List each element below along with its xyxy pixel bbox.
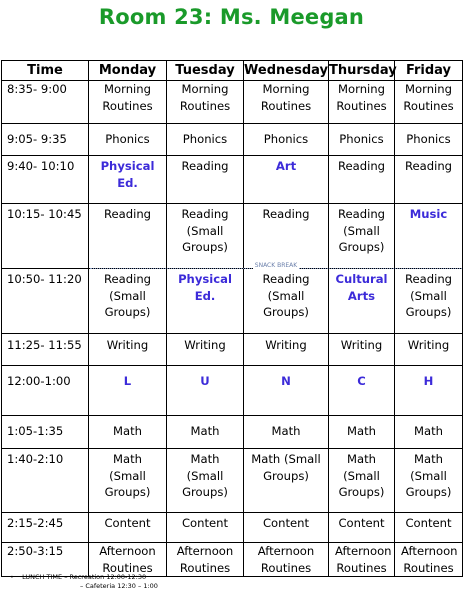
subject-label: Phonics [182,132,228,146]
schedule-cell [89,366,167,416]
schedule-cell [244,366,329,416]
header-monday: Monday [89,61,167,81]
table-row [2,334,463,366]
snack-break-divider [90,264,462,272]
header-time: Time [2,61,89,81]
schedule-cell [329,269,395,334]
time-label: 12:00-1:00 [7,374,71,388]
table-row [2,269,463,334]
schedule-cell [244,81,329,124]
subject-label: Math [413,424,443,438]
schedule-cell [244,416,329,449]
subject-label: L [123,374,132,388]
schedule-cell [244,269,329,334]
schedule-cell [329,81,395,124]
header-row [2,61,463,81]
subject-label: Writing [106,338,149,352]
subject-label: Reading (Small Groups) [337,207,386,254]
subject-label: Math (Small Groups) [104,452,151,499]
header-tuesday: Tuesday [167,61,244,81]
subject-label: Content [104,516,151,530]
schedule-cell [167,204,244,269]
time-label: 10:50- 11:20 [7,272,82,286]
subject-label: U [200,374,210,388]
subject-label: Cultural Arts [335,272,388,303]
subject-label: Math [271,424,301,438]
subject-label: Content [262,516,310,530]
table-row [2,416,463,449]
subject-label: Math (Small Groups) [405,452,452,499]
subject-label: Content [338,516,385,530]
schedule-cell [329,124,395,156]
table-row [2,81,463,124]
table-row [2,543,463,577]
schedule-cell [329,449,395,513]
schedule-cell [89,334,167,366]
subject-label: Content [181,516,229,530]
schedule-cell [167,416,244,449]
subject-label: Reading [181,159,229,173]
schedule-cell [167,366,244,416]
schedule-cell [395,416,463,449]
subject-label: Content [405,516,452,530]
subject-label: Writing [340,338,383,352]
schedule-cell [167,543,244,577]
subject-label: Phonics [105,132,150,146]
subject-label: Morning Routines [179,82,231,113]
schedule-cell [329,366,395,416]
schedule-cell [89,513,167,543]
time-cell [2,269,89,334]
subject-label: Afternoon Routines [401,544,458,575]
subject-label: Reading [262,207,310,221]
time-cell [2,81,89,124]
subject-label: Phonics [406,132,451,146]
time-cell [2,156,89,204]
schedule-cell [89,269,167,334]
schedule-cell [395,156,463,204]
subject-label: Reading (Small Groups) [103,272,152,319]
time-label: 1:40-2:10 [7,452,64,466]
schedule-cell [244,204,329,269]
subject-label: Afternoon Routines [99,544,156,575]
schedule-cell [89,156,167,204]
time-cell [2,449,89,513]
time-cell [2,334,89,366]
table-row [2,513,463,543]
subject-label: Morning Routines [102,82,153,113]
time-cell [2,543,89,577]
schedule-cell [244,124,329,156]
time-cell [2,204,89,269]
subject-label: Morning Routines [403,82,454,113]
header-friday: Friday [395,61,463,81]
time-label: 2:50-3:15 [7,544,64,558]
subject-label: Math (Small Groups) [251,452,321,483]
subject-label: Reading [103,207,152,221]
subject-label: Math [112,424,142,438]
subject-label: Music [409,207,448,221]
schedule-cell [89,449,167,513]
lunch-note-text1: LUNCH TIME – Recreation 12:00-12:30 [22,573,147,581]
footer-notes [10,573,158,591]
schedule-table [1,60,463,577]
table-row [2,124,463,156]
subject-label: Reading (Small Groups) [262,272,310,319]
schedule-cell [395,269,463,334]
subject-label: Afternoon Routines [257,544,315,575]
schedule-cell [244,513,329,543]
subject-label: Math (Small Groups) [338,452,385,499]
schedule-cell [329,334,395,366]
schedule-cell [395,124,463,156]
schedule-cell [395,334,463,366]
subject-label: Reading [337,159,386,173]
subject-label: Writing [407,338,450,352]
schedule-cell [167,269,244,334]
schedule-cell [395,449,463,513]
subject-label: Reading [404,159,453,173]
schedule-cell [167,449,244,513]
schedule-cell [89,416,167,449]
schedule-cell [167,81,244,124]
snack-break-label: SNACK BREAK [254,262,298,269]
lunch-note-text2: – Cafeteria 12:30 – 1:00 [80,582,158,590]
time-cell [2,124,89,156]
schedule-cell [395,204,463,269]
subject-label: C [357,374,366,388]
subject-label: Phonics [339,132,384,146]
schedule-cell [395,513,463,543]
table-row [2,366,463,416]
schedule-cell [244,449,329,513]
subject-label: Afternoon Routines [176,544,234,575]
subject-label: Phonics [263,132,309,146]
subject-label: N [281,374,291,388]
table-row [2,156,463,204]
schedule-cell [89,124,167,156]
schedule-cell [89,81,167,124]
schedule-cell [329,204,395,269]
time-label: 8:35- 9:00 [7,82,67,96]
subject-label: Art [275,159,297,173]
schedule-cell [329,513,395,543]
subject-label: Physical Ed. [100,159,155,190]
schedule-cell [167,513,244,543]
schedule-cell [244,543,329,577]
table-row [2,449,463,513]
subject-label: Afternoon Routines [335,544,392,575]
subject-label: Physical Ed. [178,272,232,303]
schedule-cell [395,366,463,416]
time-cell [2,366,89,416]
subject-label: Math [346,424,376,438]
subject-label: Writing [184,338,226,352]
schedule-cell [89,204,167,269]
lunch-note-line1: • LUNCH TIME – Recreation 12:00-12:30 [10,573,147,581]
schedule-cell [329,156,395,204]
subject-label: Math [190,424,220,438]
table-row [2,204,463,269]
subject-label: Morning Routines [336,82,387,113]
schedule-cell [244,334,329,366]
schedule-cell [167,156,244,204]
page-title: Room 23: Ms. Meegan [98,5,365,29]
subject-label: Reading (Small Groups) [181,207,229,254]
subject-label: Math (Small Groups) [182,452,228,499]
header-wednesday: Wednesday [244,61,329,81]
time-cell [2,513,89,543]
schedule-cell [244,156,329,204]
time-label: 9:40- 10:10 [7,159,75,173]
time-label: 11:25- 11:55 [7,338,82,352]
schedule-cell [329,543,395,577]
time-cell [2,416,89,449]
subject-label: Reading (Small Groups) [404,272,453,319]
header-thursday: Thursday [329,61,395,81]
time-label: 1:05-1:35 [7,424,64,438]
schedule-cell [395,81,463,124]
time-label: 9:05- 9:35 [7,132,67,146]
time-label: 2:15-2:45 [7,516,64,530]
schedule-cell [167,124,244,156]
schedule-cell [167,334,244,366]
schedule-cell [89,543,167,577]
subject-label: Morning Routines [260,82,312,113]
schedule-cell [329,416,395,449]
time-label: 10:15- 10:45 [7,207,82,221]
subject-label: H [423,374,434,388]
subject-label: Writing [265,338,307,352]
schedule-cell [395,543,463,577]
